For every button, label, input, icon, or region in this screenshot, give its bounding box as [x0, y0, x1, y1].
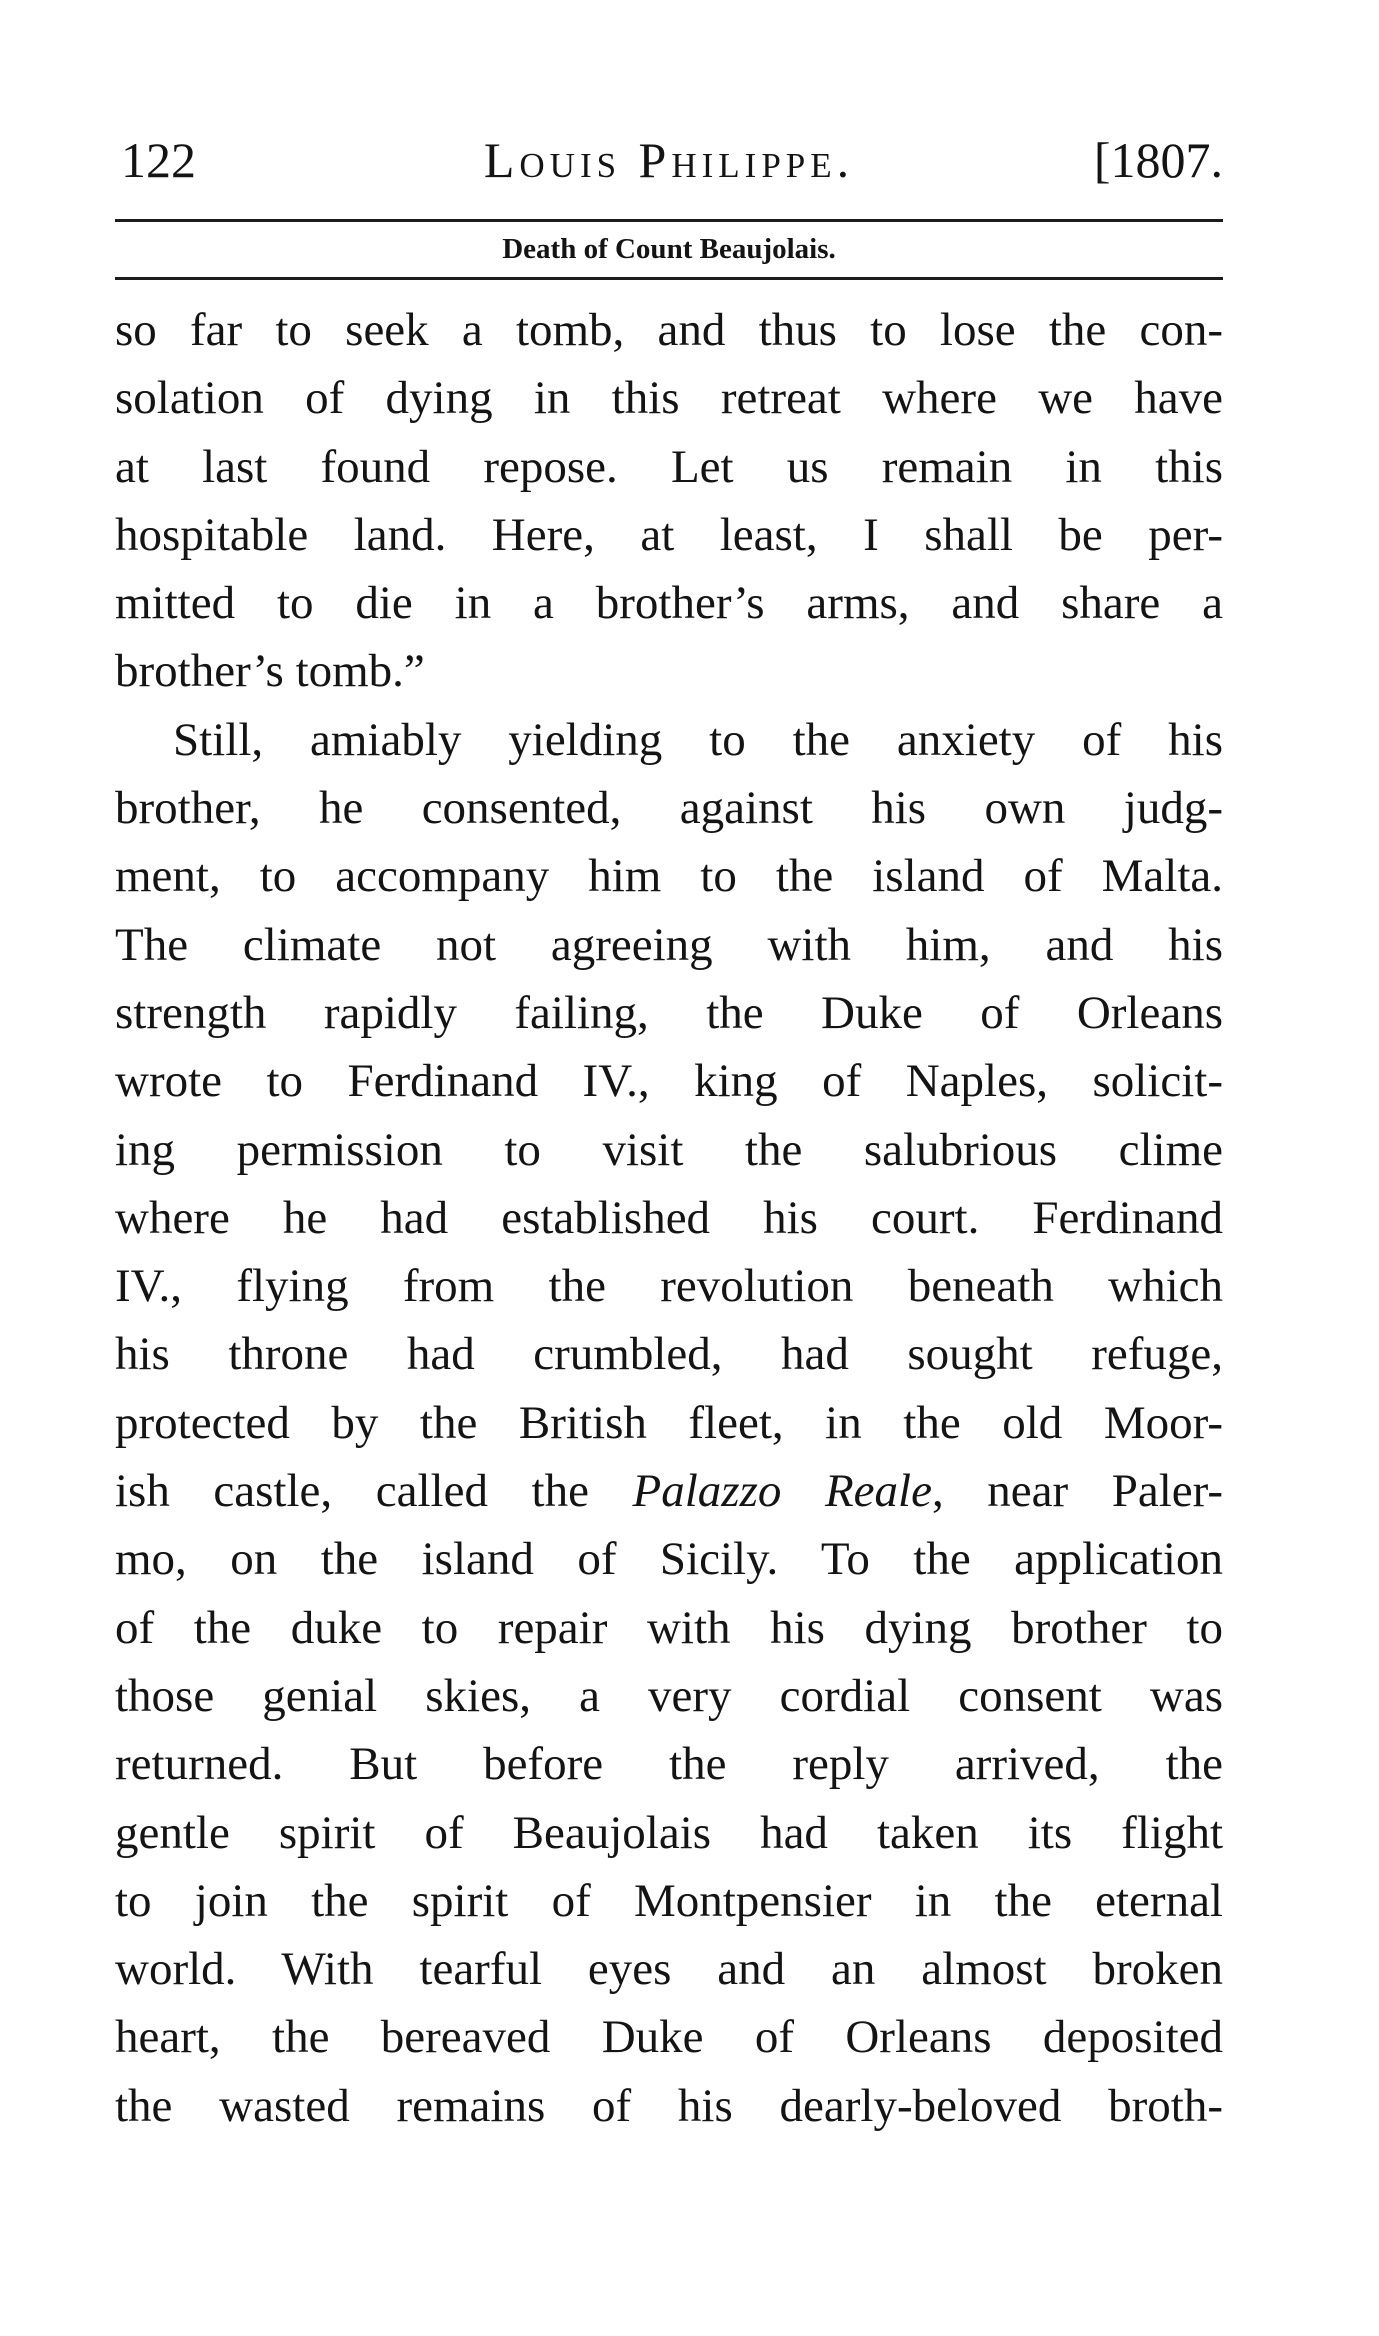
- text-line: where he had established his court. Ferdinand: [115, 1191, 1223, 1244]
- header-year: [1807.: [1093, 132, 1223, 188]
- italic-place-name: Palazzo Reale: [632, 1465, 932, 1518]
- text-line: at last found repose. Let us remain in this: [115, 440, 1223, 493]
- text-line: so far to seek a tomb, and thus to lose the con-: [115, 304, 1223, 356]
- text-line: those genial skies, a very cordial consent was: [115, 1669, 1223, 1722]
- text-line: ish castle, called the Palazzo Reale, near Paler-: [115, 1465, 1223, 1518]
- text-line: world. With tearful eyes and an almost broken: [115, 1943, 1223, 1996]
- text-line: wrote to Ferdinand IV., king of Naples, solicit-: [115, 1055, 1223, 1108]
- text-line: strength rapidly failing, the Duke of Orleans: [115, 986, 1223, 1039]
- text-line: returned. But before the reply arrived, the: [115, 1738, 1223, 1791]
- page-number: 122: [121, 132, 196, 188]
- header-rule-bottom: [115, 277, 1223, 280]
- running-title: Louis Philippe.: [483, 132, 855, 188]
- paragraph-first-line: Still, amiably yielding to the anxiety of his: [173, 713, 1223, 766]
- text-line: to join the spirit of Montpensier in the eternal: [115, 1874, 1223, 1927]
- text-line: The climate not agreeing with him, and his: [115, 918, 1223, 971]
- text-line: the wasted remains of his dearly-beloved broth-: [115, 2079, 1223, 2132]
- text-line: protected by the British fleet, in the old Moor-: [115, 1396, 1223, 1449]
- text-line: brother’s tomb.”: [115, 645, 425, 698]
- text-line: ing permission to visit the salubrious clime: [115, 1123, 1223, 1176]
- text-line: mo, on the island of Sicily. To the application: [115, 1533, 1223, 1586]
- text-line: his throne had crumbled, had sought refuge,: [115, 1328, 1223, 1381]
- text-line: solation of dying in this retreat where we have: [115, 372, 1223, 425]
- text-line: of the duke to repair with his dying brother to: [115, 1601, 1223, 1654]
- running-header: [115, 120, 1223, 200]
- text-line: gentle spirit of Beaujolais had taken its flight: [115, 1806, 1223, 1859]
- body-text: [115, 296, 1223, 2140]
- text-line: brother, he consented, against his own judg-: [115, 782, 1223, 835]
- text-line: mitted to die in a brother’s arms, and share a: [115, 577, 1223, 630]
- text-line: IV., flying from the revolution beneath which: [115, 1260, 1223, 1313]
- header-rule-top: [115, 219, 1223, 222]
- text-line: ment, to accompany him to the island of Malta.: [115, 850, 1223, 903]
- text-line: heart, the bereaved Duke of Orleans deposited: [115, 2011, 1223, 2064]
- section-heading: Death of Count Beaujolais.: [502, 233, 836, 265]
- text-line: hospitable land. Here, at least, I shall be per-: [115, 508, 1223, 561]
